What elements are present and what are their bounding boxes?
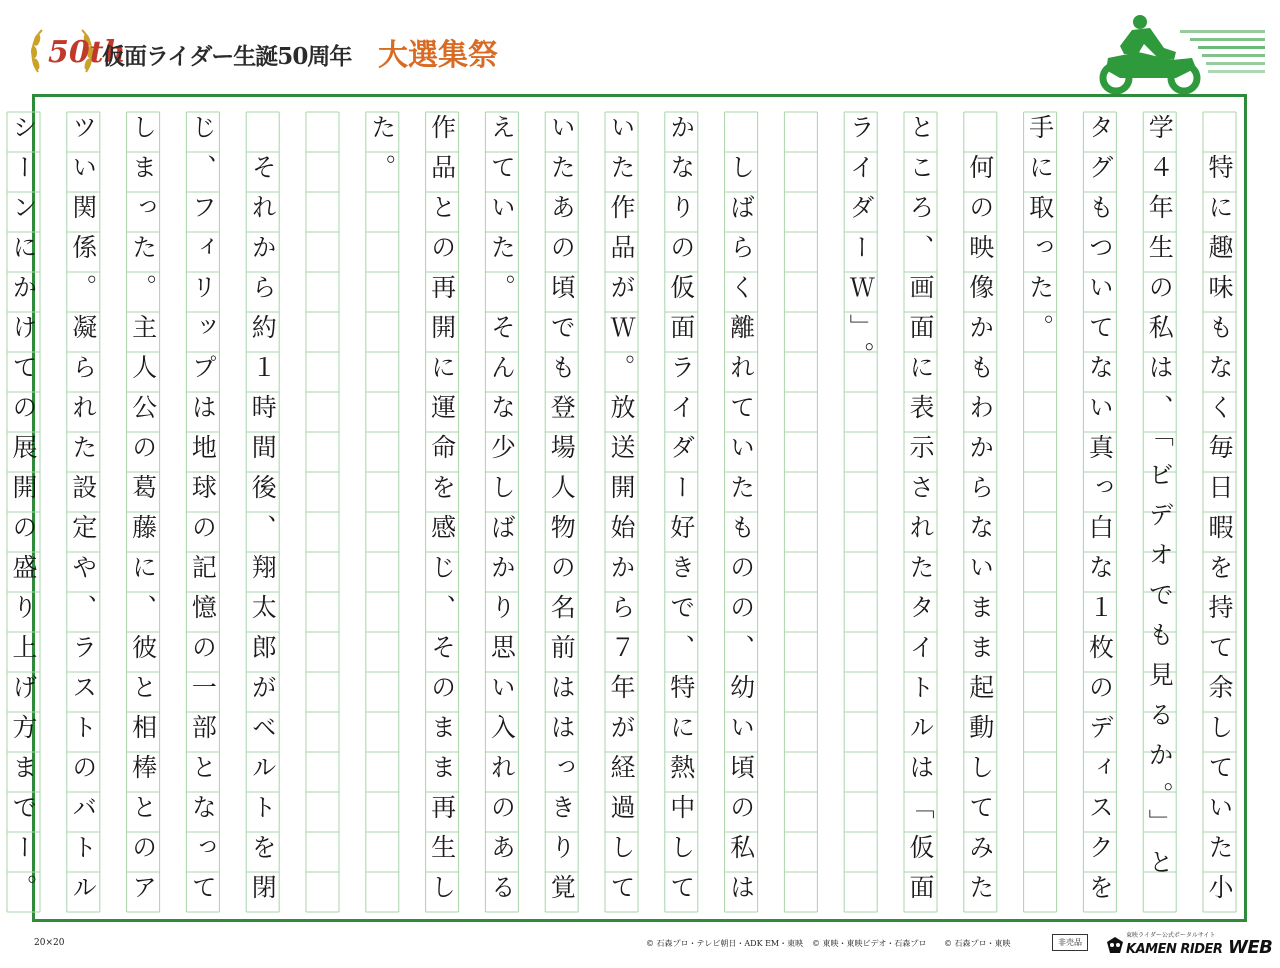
manuscript-column: [844, 112, 877, 912]
grid-size-label: 20×20: [34, 938, 65, 948]
manuscript-column: [1024, 112, 1057, 912]
manuscript-column: [1143, 112, 1176, 912]
copyright-credit-1: © 石森プロ・テレビ朝日・ADK EM・東映: [646, 939, 804, 948]
page-title: 仮面ライダー生誕50周年: [102, 43, 352, 70]
manuscript-column: [127, 112, 160, 914]
manuscript-column: [784, 112, 817, 912]
manuscript-column: [904, 112, 937, 914]
manuscript-column: [725, 112, 758, 914]
not-for-sale-badge: 非売品: [1052, 934, 1088, 951]
manuscript-column: [605, 112, 638, 914]
manuscript-column: [964, 112, 997, 914]
copyright-credit-3: © 石森プロ・東映: [944, 939, 1011, 948]
manuscript-column: [186, 112, 219, 914]
manuscript-line: 何の映像かもわからないまま起動してみた: [965, 114, 995, 914]
kamen-rider-web-logo: [1104, 930, 1273, 960]
manuscript-column: [1083, 112, 1116, 914]
anniversary-50th-logo: [28, 20, 126, 86]
manuscript-line: ところ、画面に表示されたタイトルは「仮面: [906, 114, 935, 914]
manuscript-column: [545, 112, 578, 914]
manuscript-line: 特に趣味もなく毎日暇を持て余していた小: [1205, 114, 1234, 914]
manuscript-column: [485, 112, 518, 914]
page-footer: [0, 928, 1280, 968]
manuscript-line: シーンにかけての展開の盛り上げ方までー。: [9, 114, 38, 914]
manuscript-line: ツい関係。凝られた設定や、ラストのバトル: [68, 114, 98, 914]
brand-name-part-1: KAMEN RIDER: [1126, 942, 1223, 957]
manuscript-column: [366, 112, 399, 912]
manuscript-frame: [9, 94, 1247, 922]
copyright-credit-2: © 東映・東映ビデオ・石森プロ: [812, 939, 927, 948]
manuscript-line: しまった。主人公の葛藤に、彼と相棒とのア: [128, 114, 158, 914]
logo-50-text: 50th: [48, 35, 126, 70]
brand-name-part-2: WEB: [1227, 937, 1273, 958]
manuscript-line: ライダーＷ」。: [846, 114, 876, 382]
manuscript-column: [306, 112, 339, 912]
manuscript-line: それから約１時間後、翔太郎がベルトを閉: [248, 114, 278, 914]
manuscript-line: いたあの頃でも登場人物の名前ははっきり覚: [547, 114, 577, 914]
manuscript-line: しばらく離れていたものの、幼い頃の私は: [726, 114, 756, 914]
manuscript-column: [67, 112, 100, 914]
manuscript-line: 手に取った。: [1025, 114, 1055, 354]
page-title-accent: 大選集祭: [378, 38, 498, 73]
manuscript-line: 作品との再開に運命を感じ、そのまま再生し: [427, 114, 457, 914]
manuscript-sheet: [9, 97, 1244, 919]
manuscript-line: じ、フィリップは地球の記憶の一部となって: [188, 114, 218, 914]
brand-tagline: 東映ライダー公式ポータルサイト: [1126, 932, 1216, 939]
rider-mask-icon: [1106, 936, 1124, 954]
manuscript-column: [426, 112, 459, 914]
brand-name: [1126, 937, 1272, 958]
manuscript-line: いた作品がＷ。放送開始から７年が経過して: [607, 114, 636, 914]
manuscript-column: [246, 112, 279, 914]
rider-motorcycle-icon: [1080, 8, 1270, 100]
manuscript-line: 学４年生の私は、「ビデオでも見るか。」と: [1145, 114, 1175, 889]
manuscript-line: タグもついてない真っ白な１枚のディスクを: [1085, 114, 1115, 914]
page-header: [0, 0, 1280, 92]
manuscript-column: [7, 112, 40, 914]
manuscript-line: かなりの仮面ライダー好きで、特に熱中して: [666, 114, 696, 914]
manuscript-line: えていた。そんな少しばかり思い入れのある: [487, 114, 517, 914]
manuscript-column: [1203, 112, 1236, 914]
manuscript-column: [665, 112, 698, 914]
manuscript-line: た。: [367, 114, 397, 194]
